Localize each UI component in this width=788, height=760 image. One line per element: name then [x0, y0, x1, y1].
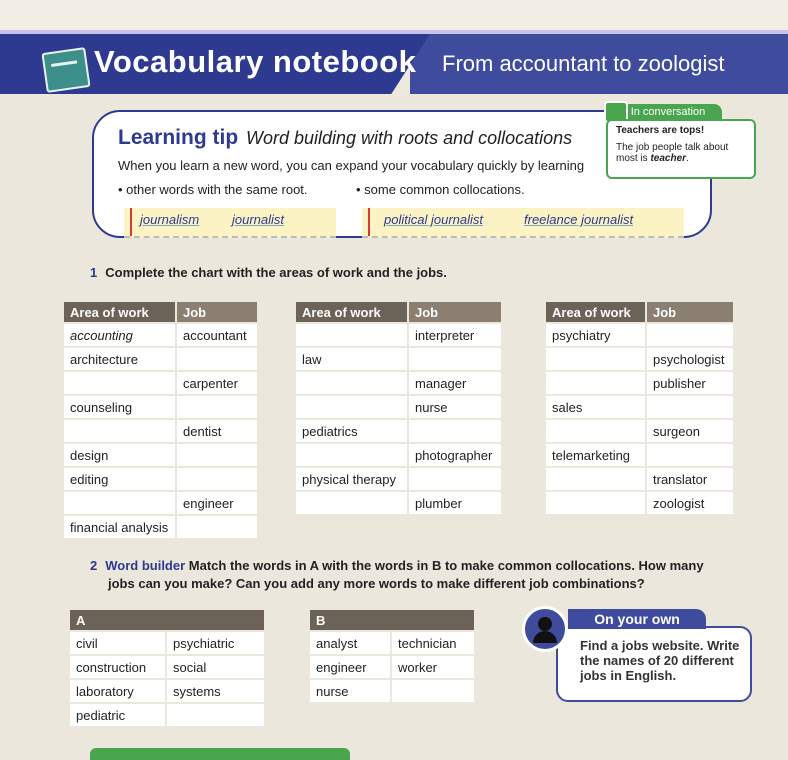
job-chart-1	[62, 300, 259, 540]
area-header: Area of work	[64, 302, 175, 322]
table-row	[296, 348, 501, 370]
instruction-text: Match the words in A with the words in B to make common collocations. How many	[188, 558, 704, 573]
job-cell	[177, 396, 257, 418]
table-row	[64, 396, 257, 418]
area-cell: accounting	[64, 324, 175, 346]
learning-tip-subheading: Word building with roots and collocations	[246, 128, 573, 148]
area-cell	[546, 420, 645, 442]
area-cell	[296, 324, 407, 346]
conversation-text-end: .	[686, 153, 689, 164]
person-icon	[522, 606, 568, 652]
area-cell: pediatrics	[296, 420, 407, 442]
next-section-tab	[90, 748, 350, 760]
note-word: journalist	[232, 212, 285, 227]
collocation-table-b	[308, 608, 476, 704]
job-cell	[177, 468, 257, 490]
instruction-text: Complete the chart with the areas of work and the jobs.	[105, 265, 447, 280]
job-cell: plumber	[409, 492, 501, 514]
table-row	[546, 324, 733, 346]
job-cell: zoologist	[647, 492, 733, 514]
job-cell: carpenter	[177, 372, 257, 394]
area-cell: sales	[546, 396, 645, 418]
table-row	[296, 420, 501, 442]
job-cell: manager	[409, 372, 501, 394]
word-cell: worker	[392, 656, 474, 678]
word-cell: nurse	[310, 680, 390, 702]
learning-tip-body: When you learn a new word, you can expand your vocabulary quickly by learning	[118, 158, 585, 173]
table-row	[296, 372, 501, 394]
job-cell: accountant	[177, 324, 257, 346]
exercise-2-instruction-line-2: jobs can you make? Can you add any more words to make different job combinations?	[108, 576, 645, 591]
table-row	[296, 324, 501, 346]
table-row	[310, 680, 474, 702]
word-cell	[392, 680, 474, 702]
word-cell: civil	[70, 632, 165, 654]
word-builder-label: Word builder	[105, 558, 186, 573]
job-cell	[177, 516, 257, 538]
area-cell	[64, 420, 175, 442]
note-word: journalism	[140, 212, 200, 227]
word-cell: systems	[167, 680, 264, 702]
note-strip-root	[124, 208, 336, 238]
table-row	[296, 396, 501, 418]
area-cell: physical therapy	[296, 468, 407, 490]
table-row	[546, 348, 733, 370]
column-b-header: B	[310, 610, 474, 630]
on-your-own-box	[556, 626, 752, 702]
area-cell	[64, 492, 175, 514]
table-row	[70, 632, 264, 654]
page-title: Vocabulary notebook	[94, 44, 417, 79]
job-cell	[177, 348, 257, 370]
job-chart-3	[544, 300, 735, 516]
area-cell: design	[64, 444, 175, 466]
word-cell: analyst	[310, 632, 390, 654]
table-row	[296, 468, 501, 490]
word-cell: pediatric	[70, 704, 165, 726]
table-row	[70, 704, 264, 726]
job-cell	[647, 444, 733, 466]
area-header: Area of work	[296, 302, 407, 322]
exercise-number: 2	[90, 558, 98, 573]
conversation-box	[606, 119, 756, 179]
table-row	[546, 396, 733, 418]
margin-line	[130, 208, 132, 236]
area-cell	[296, 492, 407, 514]
word-cell: social	[167, 656, 264, 678]
note-word: political journalist	[384, 212, 483, 227]
table-row	[310, 656, 474, 678]
job-cell: publisher	[647, 372, 733, 394]
word-cell: construction	[70, 656, 165, 678]
note-word: freelance journalist	[524, 212, 634, 227]
table-row	[64, 492, 257, 514]
area-cell	[296, 444, 407, 466]
conversation-text: The job people talk about most is	[616, 142, 729, 164]
job-header: Job	[409, 302, 501, 322]
table-row	[64, 420, 257, 442]
job-cell: dentist	[177, 420, 257, 442]
job-chart-2	[294, 300, 503, 516]
learning-tip-bullet-2: • some common collocations.	[356, 182, 525, 197]
table-row	[296, 444, 501, 466]
table-row	[64, 516, 257, 538]
job-cell: nurse	[409, 396, 501, 418]
table-row	[70, 680, 264, 702]
area-cell	[546, 348, 645, 370]
page-subtitle: From accountant to zoologist	[442, 51, 725, 76]
table-row	[546, 372, 733, 394]
job-cell: engineer	[177, 492, 257, 514]
on-your-own-text: Find a jobs website. Write the names of 20 different jobs in English.	[580, 638, 740, 683]
job-header: Job	[177, 302, 257, 322]
area-cell: financial analysis	[64, 516, 175, 538]
table-row	[70, 656, 264, 678]
learning-tip-bullet-1: • other words with the same root.	[118, 182, 308, 197]
word-cell: technician	[392, 632, 474, 654]
word-cell: laboratory	[70, 680, 165, 702]
area-cell: law	[296, 348, 407, 370]
area-header: Area of work	[546, 302, 645, 322]
conversation-tab: In conversation	[614, 104, 722, 120]
word-cell: psychiatric	[167, 632, 264, 654]
area-cell	[546, 492, 645, 514]
table-row	[546, 420, 733, 442]
area-cell: counseling	[64, 396, 175, 418]
table-row	[296, 492, 501, 514]
margin-line	[368, 208, 370, 236]
table-row	[310, 632, 474, 654]
job-cell: psychologist	[647, 348, 733, 370]
job-header: Job	[647, 302, 733, 322]
collocation-table-a	[68, 608, 266, 728]
area-cell: telemarketing	[546, 444, 645, 466]
column-a-header: A	[70, 610, 264, 630]
table-row	[546, 468, 733, 490]
table-row	[546, 492, 733, 514]
conversation-title: Teachers are tops!	[616, 125, 705, 136]
table-row	[64, 372, 257, 394]
table-row	[64, 324, 257, 346]
exercise-number: 1	[90, 265, 98, 280]
conversation-emphasis: teacher	[650, 153, 687, 164]
word-cell: engineer	[310, 656, 390, 678]
area-cell	[64, 372, 175, 394]
job-cell	[177, 444, 257, 466]
exercise-2-instruction	[90, 558, 704, 573]
job-cell: photographer	[409, 444, 501, 466]
job-cell: surgeon	[647, 420, 733, 442]
on-your-own-tab: On your own	[568, 609, 706, 629]
note-strip-collocation	[362, 208, 684, 238]
job-cell: interpreter	[409, 324, 501, 346]
area-cell	[546, 468, 645, 490]
area-cell	[296, 372, 407, 394]
area-cell	[546, 372, 645, 394]
table-row	[64, 348, 257, 370]
table-row	[546, 444, 733, 466]
learning-tip-heading: Learning tip	[118, 126, 239, 149]
area-cell: psychiatry	[546, 324, 645, 346]
job-cell: translator	[647, 468, 733, 490]
job-cell	[647, 324, 733, 346]
table-row	[64, 468, 257, 490]
word-cell	[167, 704, 264, 726]
job-cell	[409, 468, 501, 490]
job-cell	[647, 396, 733, 418]
exercise-1-instruction	[90, 265, 447, 280]
area-cell	[296, 396, 407, 418]
area-cell: editing	[64, 468, 175, 490]
job-cell	[409, 348, 501, 370]
notebook-icon	[41, 47, 90, 93]
area-cell: architecture	[64, 348, 175, 370]
job-cell	[409, 420, 501, 442]
table-row	[64, 444, 257, 466]
